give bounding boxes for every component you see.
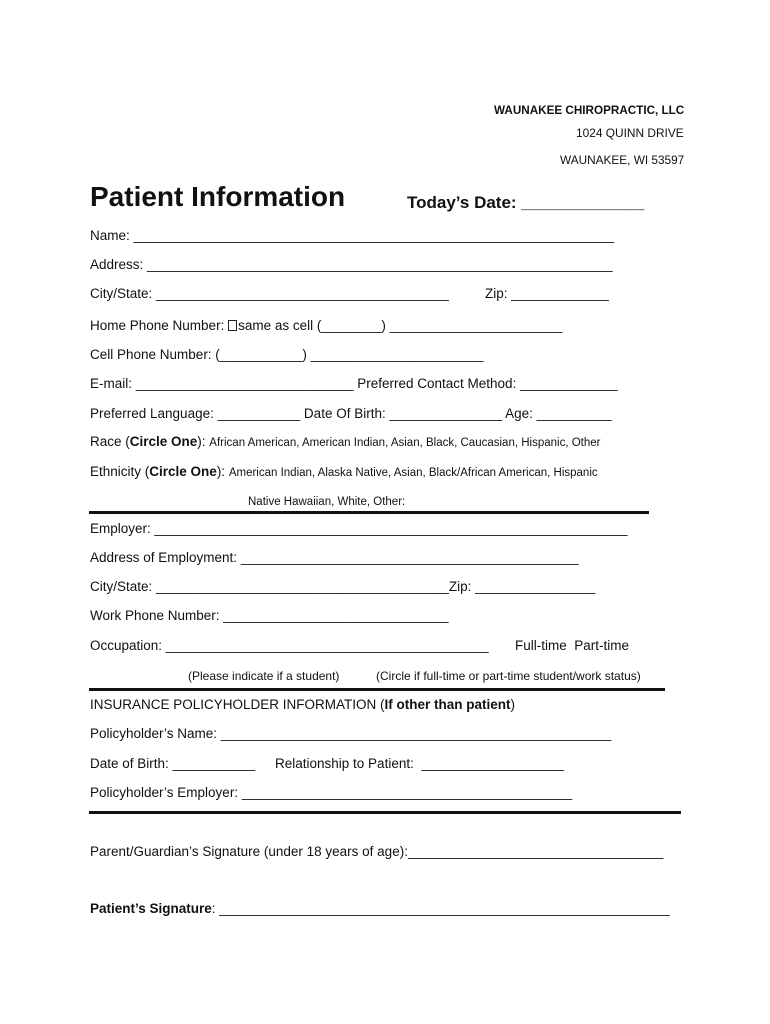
ethnicity-options-continued[interactable]: Native Hawaiian, White, Other: <box>248 496 406 508</box>
clinic-name: WAUNAKEE CHIROPRACTIC, LLC <box>494 103 685 117</box>
work-status-note: (Circle if full-time or part-time student/work status) <box>376 669 641 683</box>
section-divider-2 <box>89 688 665 691</box>
work-status-options[interactable]: Full-time Part-time <box>515 638 630 653</box>
language-dob-age-field[interactable]: Preferred Language: ___________ Date Of Birth: _______________ Age: __________ <box>90 406 612 421</box>
employer-field[interactable]: Employer: _______________________________________________________________ <box>90 521 628 536</box>
home-phone-field[interactable] <box>90 318 562 334</box>
ethnicity-options[interactable]: American Indian, Alaska Native, Asian, Black/African American, Hispanic <box>228 467 598 479</box>
policyholder-dob-field[interactable]: Date of Birth: ___________ <box>90 756 256 771</box>
race-label-close: ): <box>197 434 210 449</box>
ethnicity-field[interactable] <box>90 464 598 481</box>
policyholder-employer-field[interactable]: Policyholder’s Employer: ____________________________________________ <box>90 785 573 800</box>
home-phone-rest: same as cell (________) _______________________ <box>238 318 563 333</box>
page-title: Patient Information <box>90 181 346 212</box>
student-note: (Please indicate if a student) <box>188 669 340 683</box>
relationship-field[interactable]: Relationship to Patient: ___________________ <box>275 756 564 771</box>
same-as-cell-checkbox[interactable] <box>228 320 237 331</box>
employment-address-field[interactable]: Address of Employment: _____________________________________________ <box>90 550 579 565</box>
address-field[interactable]: Address: ______________________________________________________________ <box>90 257 613 272</box>
section-divider-1 <box>89 511 649 514</box>
ethnicity-label-close: ): <box>216 464 229 479</box>
clinic-street: 1024 QUINN DRIVE <box>576 126 684 140</box>
zip-field[interactable]: Zip: _____________ <box>485 286 609 301</box>
race-circle-one: Circle One <box>129 434 198 449</box>
patient-signature-field[interactable] <box>90 901 670 917</box>
race-field[interactable] <box>90 434 600 451</box>
email-field[interactable]: E-mail: _____________________________ Preferred Contact Method: _____________ <box>90 376 618 391</box>
patient-signature-line: : ____________________________________________________________ <box>211 901 670 916</box>
clinic-city: WAUNAKEE, WI 53597 <box>560 153 685 167</box>
insurance-heading: INSURANCE POLICYHOLDER INFORMATION (If other than patient) <box>90 697 516 712</box>
name-field[interactable]: Name: ________________________________________________________________ <box>90 228 615 243</box>
policyholder-name-field[interactable]: Policyholder’s Name: ____________________________________________________ <box>90 726 612 741</box>
ethnicity-circle-one: Circle One <box>149 464 217 479</box>
ethnicity-label: Ethnicity ( <box>90 464 150 479</box>
race-options[interactable]: African American, American Indian, Asian, Black, Caucasian, Hispanic, Other <box>209 437 601 449</box>
race-label: Race ( <box>90 434 130 449</box>
cell-phone-field[interactable]: Cell Phone Number: (___________) _______________________ <box>90 347 484 362</box>
insurance-heading-note: If other than patient <box>384 697 511 712</box>
city-state-field[interactable]: City/State: _______________________________________ <box>90 286 449 301</box>
section-divider-3 <box>89 811 681 814</box>
guardian-signature-field[interactable]: Parent/Guardian’s Signature (under 18 years of age):__________________________________ <box>90 844 664 859</box>
occupation-field[interactable]: Occupation: ___________________________________________ <box>90 638 489 653</box>
work-phone-field[interactable]: Work Phone Number: ______________________________ <box>90 608 449 623</box>
home-phone-label: Home Phone Number: <box>90 318 229 333</box>
employment-city-zip-field[interactable]: City/State: _______________________________________Zip: ________________ <box>90 579 596 594</box>
todays-date-field[interactable]: Today’s Date: _____________ <box>407 193 645 212</box>
patient-signature-label: Patient’s Signature <box>90 901 212 916</box>
